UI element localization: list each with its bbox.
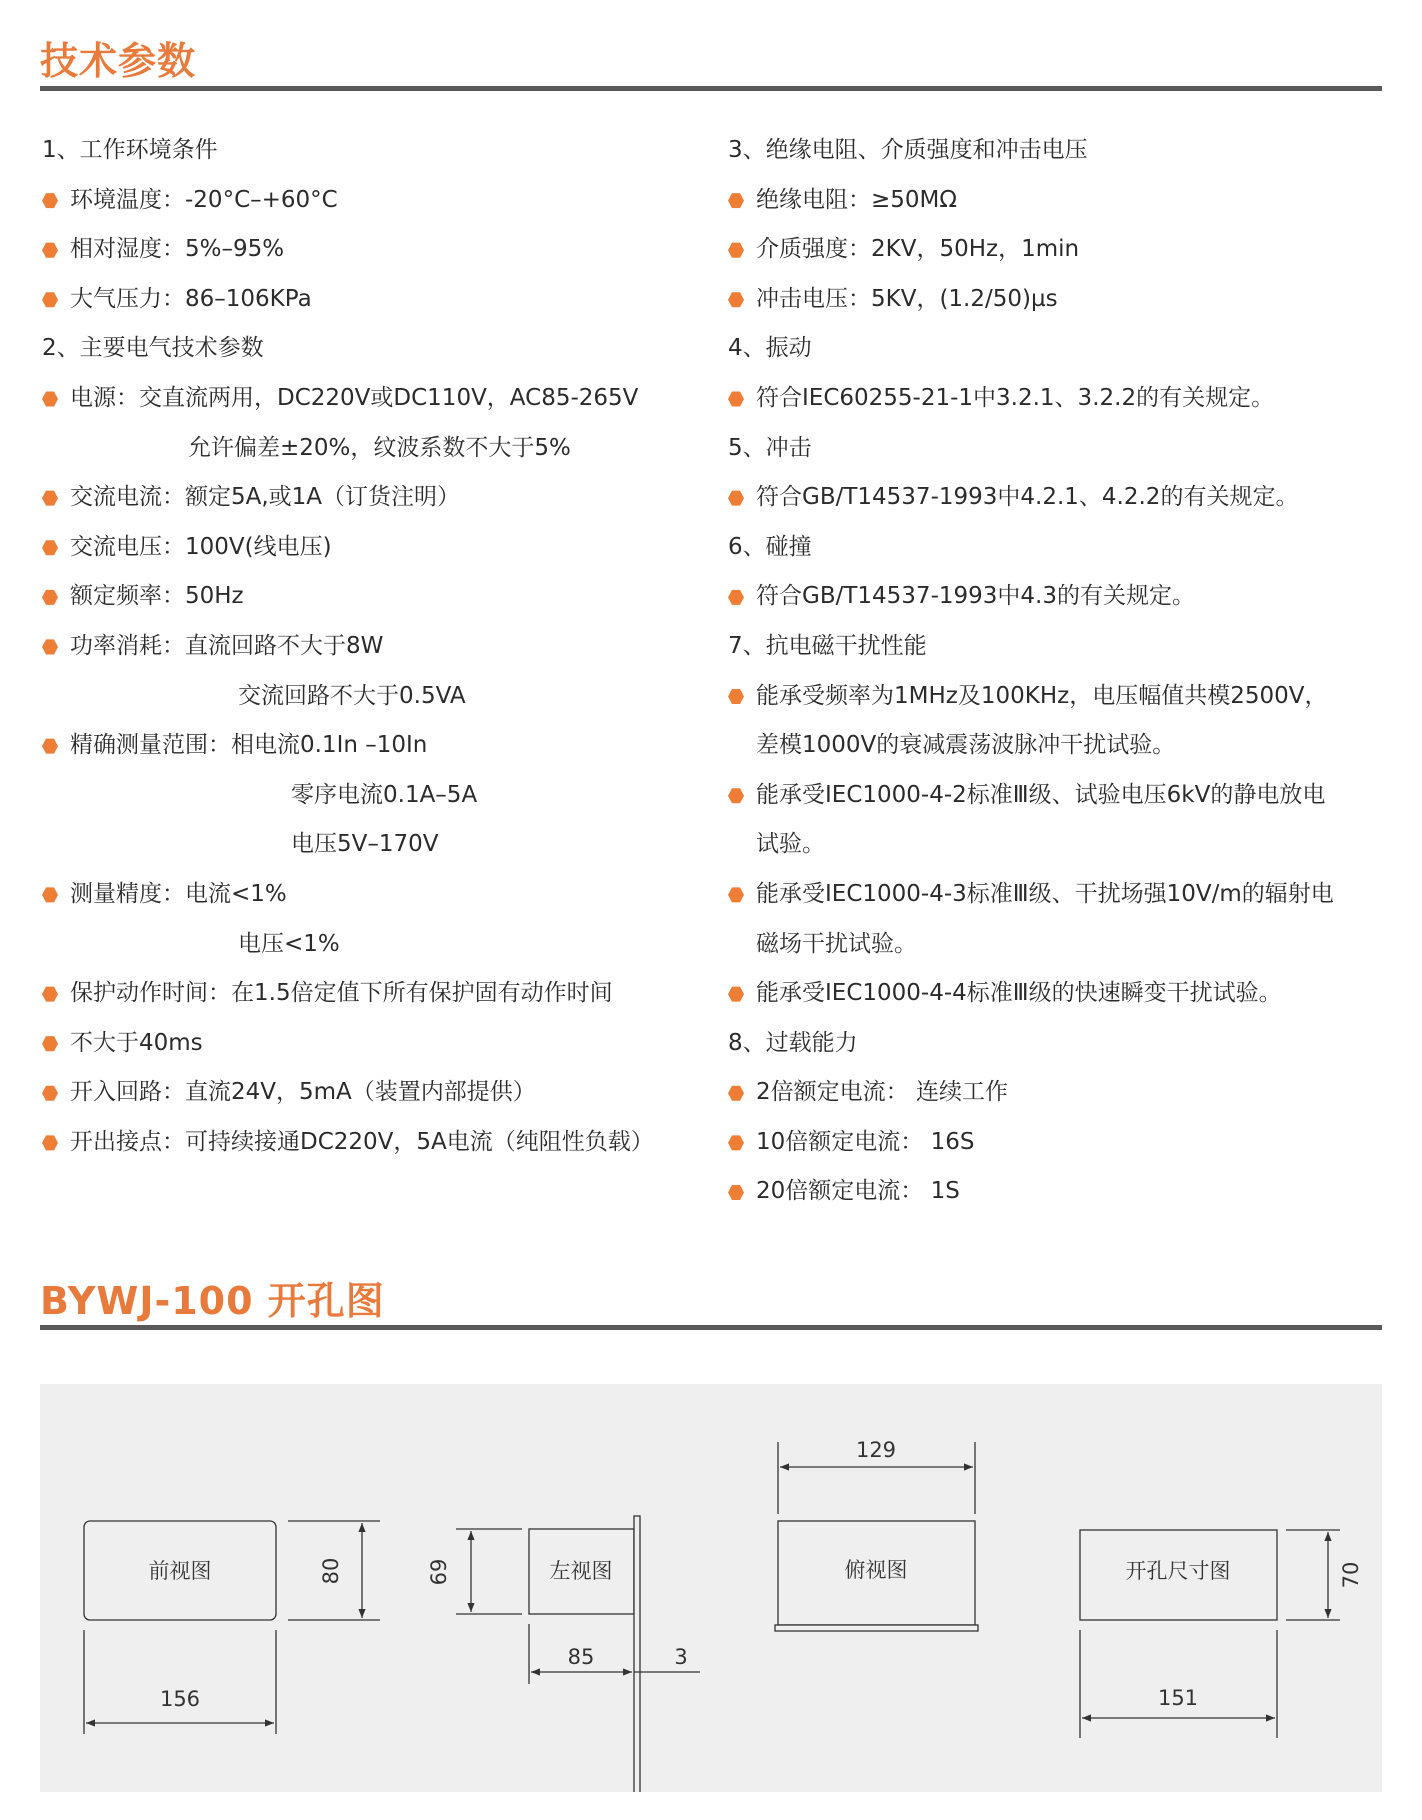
- bullet-item: 2倍额定电流： 连续工作: [728, 1068, 1388, 1118]
- bullet-item: 10倍额定电流： 16S: [728, 1118, 1388, 1168]
- front-view-label: 前视图: [148, 1559, 212, 1583]
- cutout-width-dim: 151: [1157, 1686, 1199, 1710]
- bullet-item: 保护动作时间：在1.5倍定值下所有保护固有动作时间: [42, 969, 722, 1019]
- section-title-cutout: BYWJ-100 开孔图: [40, 1279, 385, 1323]
- list-line: 8、过载能力: [728, 1029, 858, 1056]
- bullet-item: 环境温度：-20°C–+60°C: [42, 176, 722, 226]
- bullet-item: 电源：交直流两用，DC220V或DC110V，AC85-265V: [42, 374, 722, 424]
- bullet-item: 开出接点：可持续接通DC220V，5A电流（纯阻性负载）: [42, 1118, 722, 1168]
- list-line: 试验。: [756, 831, 825, 858]
- list-line: 6、碰撞: [728, 533, 812, 560]
- bullet-item: 额定频率：50Hz: [42, 572, 722, 622]
- bullet-item: 交流电流：额定5A,或1A（订货注明）: [42, 473, 722, 523]
- list-line: 1、工作环境条件: [42, 137, 218, 163]
- bullet-item: 测量精度：电流<1%: [42, 870, 722, 920]
- section-divider: [40, 1325, 1382, 1330]
- right-column: [728, 126, 1388, 1217]
- list-line: 4、振动: [728, 335, 812, 362]
- panel-thickness-dim: 3: [674, 1645, 688, 1669]
- cutout-diagram: [40, 1384, 1382, 1792]
- panel-plate: [634, 1516, 640, 1792]
- cutout-height-dim: 70: [1339, 1561, 1363, 1589]
- list-line: 5、冲击: [728, 434, 812, 461]
- bullet-item: 符合IEC60255-21-1中3.2.1、3.2.2的有关规定。: [728, 374, 1388, 424]
- front-width-dim: 156: [159, 1687, 201, 1711]
- bullet-item: 精确测量范围：相电流0.1In –10In: [42, 721, 722, 771]
- bullet-item: 绝缘电阻：≥50MΩ: [728, 176, 1388, 226]
- top-view-label: 俯视图: [844, 1558, 908, 1582]
- list-line: 差模1000V的衰减震荡波脉冲干扰试验。: [756, 732, 1176, 759]
- bullet-item: 不大于40ms: [42, 1019, 722, 1069]
- bullet-item: 20倍额定电流： 1S: [728, 1167, 1388, 1217]
- cutout-view-label: 开孔尺寸图: [1125, 1559, 1231, 1583]
- section-title-tech-params: 技术参数: [40, 39, 197, 83]
- bullet-item: 功率消耗：直流回路不大于8W: [42, 622, 722, 672]
- cutout-diagram-panel: [40, 1384, 1382, 1792]
- list-line: 磁场干扰试验。: [756, 930, 917, 957]
- list-line: 允许偏差±20%，纹波系数不大于5%: [188, 434, 571, 461]
- list-line: 电压5V–170V: [291, 831, 439, 858]
- list-line: 零序电流0.1A–5A: [291, 781, 478, 808]
- bullet-item: 相对湿度：5%–95%: [42, 225, 722, 275]
- top-width-dim: 129: [855, 1438, 897, 1462]
- front-height-dim: 80: [319, 1557, 343, 1585]
- bullet-item: 能承受IEC1000-4-4标准Ⅲ级的快速瞬变干扰试验。: [728, 969, 1388, 1019]
- side-view-label: 左视图: [549, 1559, 613, 1583]
- bullet-item: 开入回路：直流24V，5mA（装置内部提供）: [42, 1068, 722, 1118]
- bullet-item: 介质强度：2KV，50Hz，1min: [728, 225, 1388, 275]
- bullet-item: 冲击电压：5KV，(1.2/50)µs: [728, 275, 1388, 325]
- side-depth-dim: 85: [567, 1645, 595, 1669]
- bullet-item: 能承受频率为1MHz及100KHz，电压幅值共模2500V，: [728, 672, 1388, 722]
- list-line: 交流回路不大于0.5VA: [238, 682, 466, 709]
- bullet-item: 能承受IEC1000-4-3标准Ⅲ级、干扰场强10V/m的辐射电: [728, 870, 1388, 920]
- list-line: 3、绝缘电阻、介质强度和冲击电压: [728, 137, 1088, 163]
- bullet-item: 能承受IEC1000-4-2标准Ⅲ级、试验电压6kV的静电放电: [728, 771, 1388, 821]
- bullet-item: 符合GB/T14537-1993中4.2.1、4.2.2的有关规定。: [728, 473, 1388, 523]
- bullet-item: 交流电压：100V(线电压): [42, 523, 722, 573]
- list-line: 电压<1%: [238, 930, 340, 957]
- side-height-dim: 69: [427, 1558, 451, 1586]
- bullet-item: 符合GB/T14537-1993中4.3的有关规定。: [728, 572, 1388, 622]
- list-line: 2、主要电气技术参数: [42, 335, 264, 362]
- bullet-item: 大气压力：86–106KPa: [42, 275, 722, 325]
- list-line: 7、抗电磁干扰性能: [728, 632, 927, 659]
- left-column: [42, 126, 722, 1167]
- section-divider: [40, 86, 1382, 91]
